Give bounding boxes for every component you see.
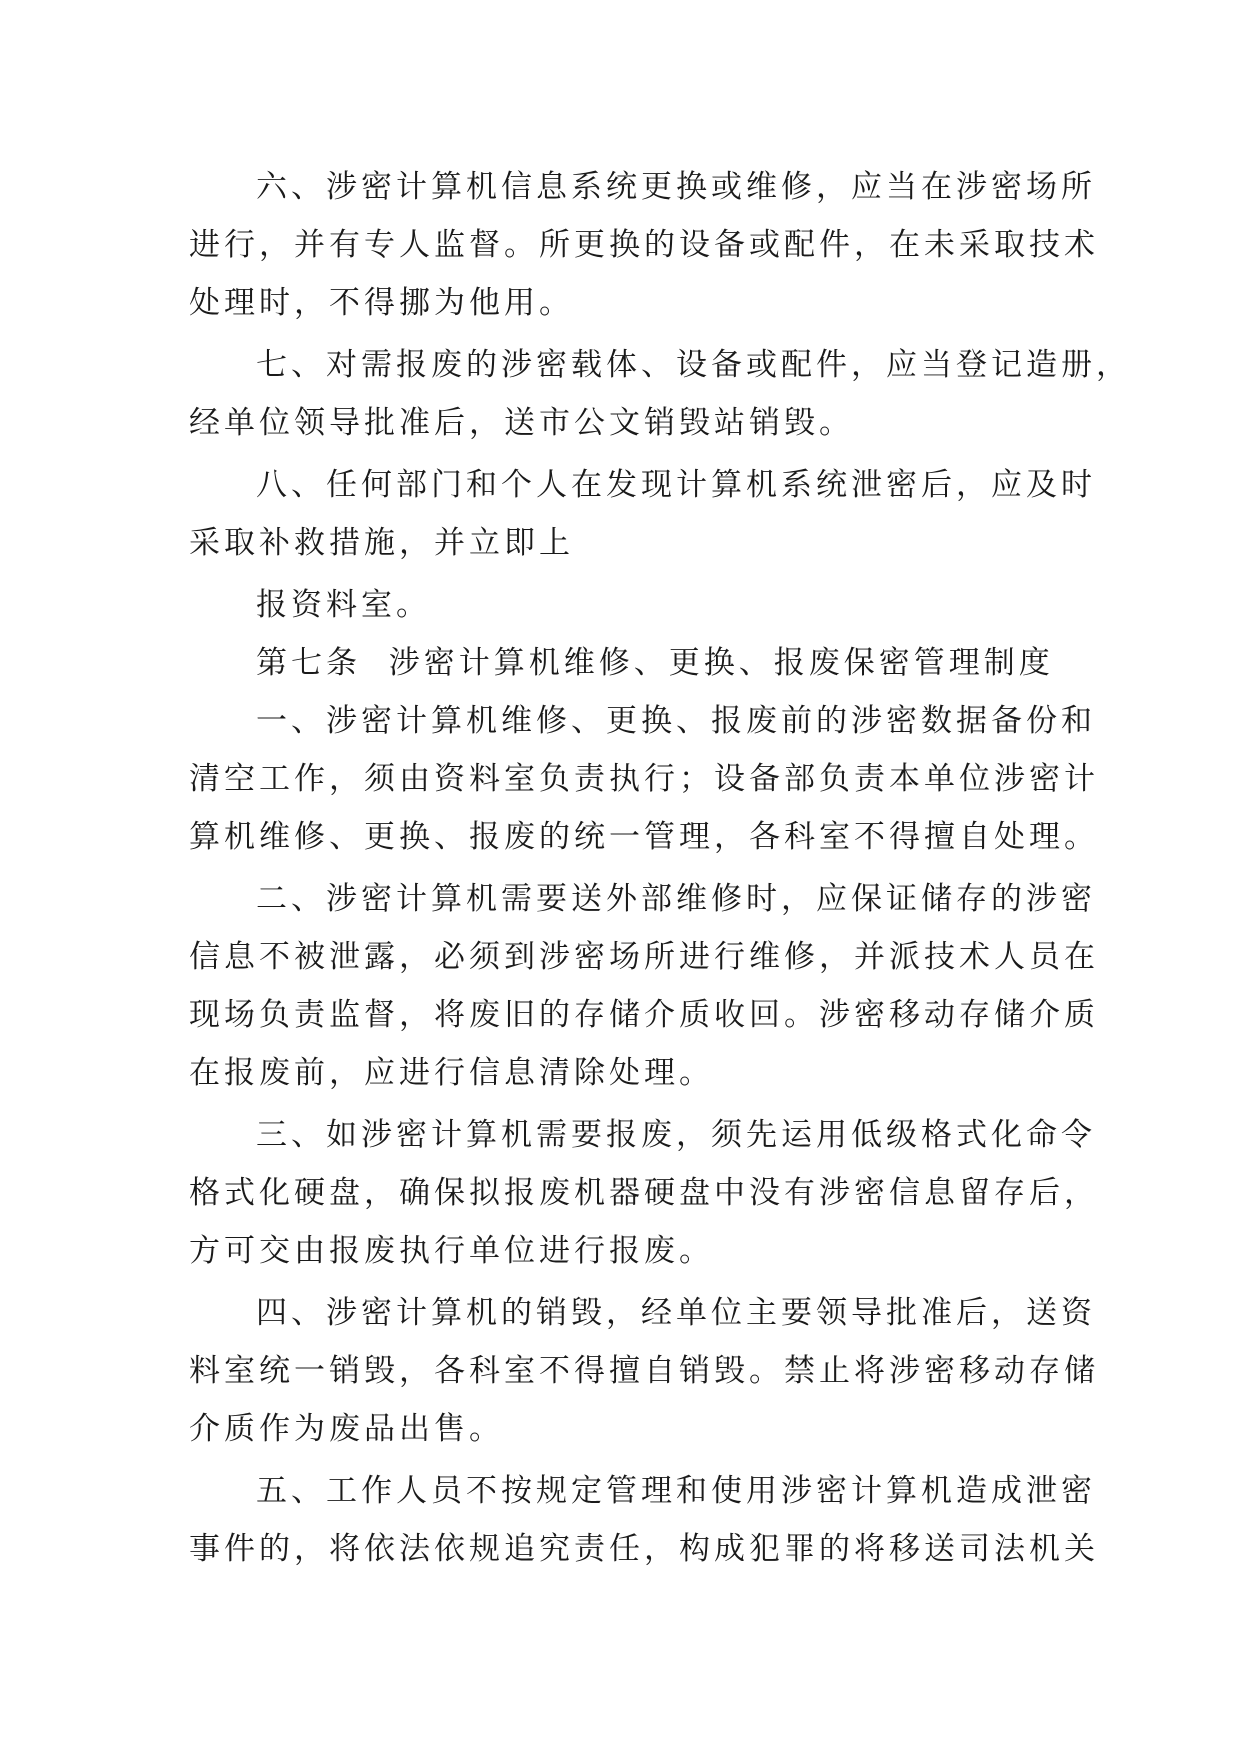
paragraph-7 — [189, 336, 1131, 452]
text-line: 算机维修、更换、报废的统一管理，各科室不得擅自处理。 — [189, 819, 1099, 855]
text-line: 处理时，不得挪为他用。 — [189, 285, 574, 321]
text-line: 报资料室。 — [256, 587, 431, 623]
paragraph-article7-4 — [189, 1284, 1099, 1458]
text-line: 在报废前，应进行信息清除处理。 — [189, 1055, 714, 1091]
document-body — [189, 158, 1131, 1578]
paragraph-8 — [189, 456, 1096, 572]
article-7-heading — [189, 634, 1059, 692]
paragraph-article7-3 — [189, 1106, 1099, 1280]
paragraph-6 — [189, 158, 1099, 332]
text-line: 料室统一销毁，各科室不得擅自销毁。禁止将涉密移动存储 — [189, 1353, 1099, 1389]
text-line: 六、涉密计算机信息系统更换或维修，应当在涉密场所 — [256, 169, 1096, 205]
paragraph-article7-2 — [189, 870, 1099, 1102]
text-line: 采取补救措施，并立即上 — [189, 525, 574, 561]
text-line: 格式化硬盘，确保拟报废机器硬盘中没有涉密信息留存后， — [189, 1175, 1099, 1211]
text-line: 一、涉密计算机维修、更换、报废前的涉密数据备份和 — [256, 703, 1096, 739]
text-line: 现场负责监督，将废旧的存储介质收回。涉密移动存储介质 — [189, 997, 1099, 1033]
paragraph-article7-5 — [189, 1462, 1099, 1578]
paragraph-8-continued — [189, 576, 1059, 634]
text-line: 经单位领导批准后，送市公文销毁站销毁。 — [189, 405, 854, 441]
text-line: 五、工作人员不按规定管理和使用涉密计算机造成泄密 — [256, 1473, 1096, 1509]
text-line: 方可交由报废执行单位进行报废。 — [189, 1233, 714, 1269]
text-line: 清空工作，须由资料室负责执行；设备部负责本单位涉密计 — [189, 761, 1099, 797]
section-heading: 第七条 涉密计算机维修、更换、报废保密管理制度 — [256, 645, 1054, 681]
text-line: 进行，并有专人监督。所更换的设备或配件，在未采取技术 — [189, 227, 1099, 263]
text-line: 四、涉密计算机的销毁，经单位主要领导批准后，送资 — [256, 1295, 1096, 1331]
text-line: 七、对需报废的涉密载体、设备或配件，应当登记造册， — [256, 347, 1131, 383]
text-line: 三、如涉密计算机需要报废，须先运用低级格式化命令 — [256, 1117, 1096, 1153]
text-line: 二、涉密计算机需要送外部维修时，应保证储存的涉密 — [256, 881, 1096, 917]
text-line: 事件的，将依法依规追究责任，构成犯罪的将移送司法机关 — [189, 1531, 1099, 1567]
text-line: 八、任何部门和个人在发现计算机系统泄密后，应及时 — [256, 467, 1096, 503]
text-line: 信息不被泄露，必须到涉密场所进行维修，并派技术人员在 — [189, 939, 1099, 975]
paragraph-article7-1 — [189, 692, 1099, 866]
text-line: 介质作为废品出售。 — [189, 1411, 504, 1447]
